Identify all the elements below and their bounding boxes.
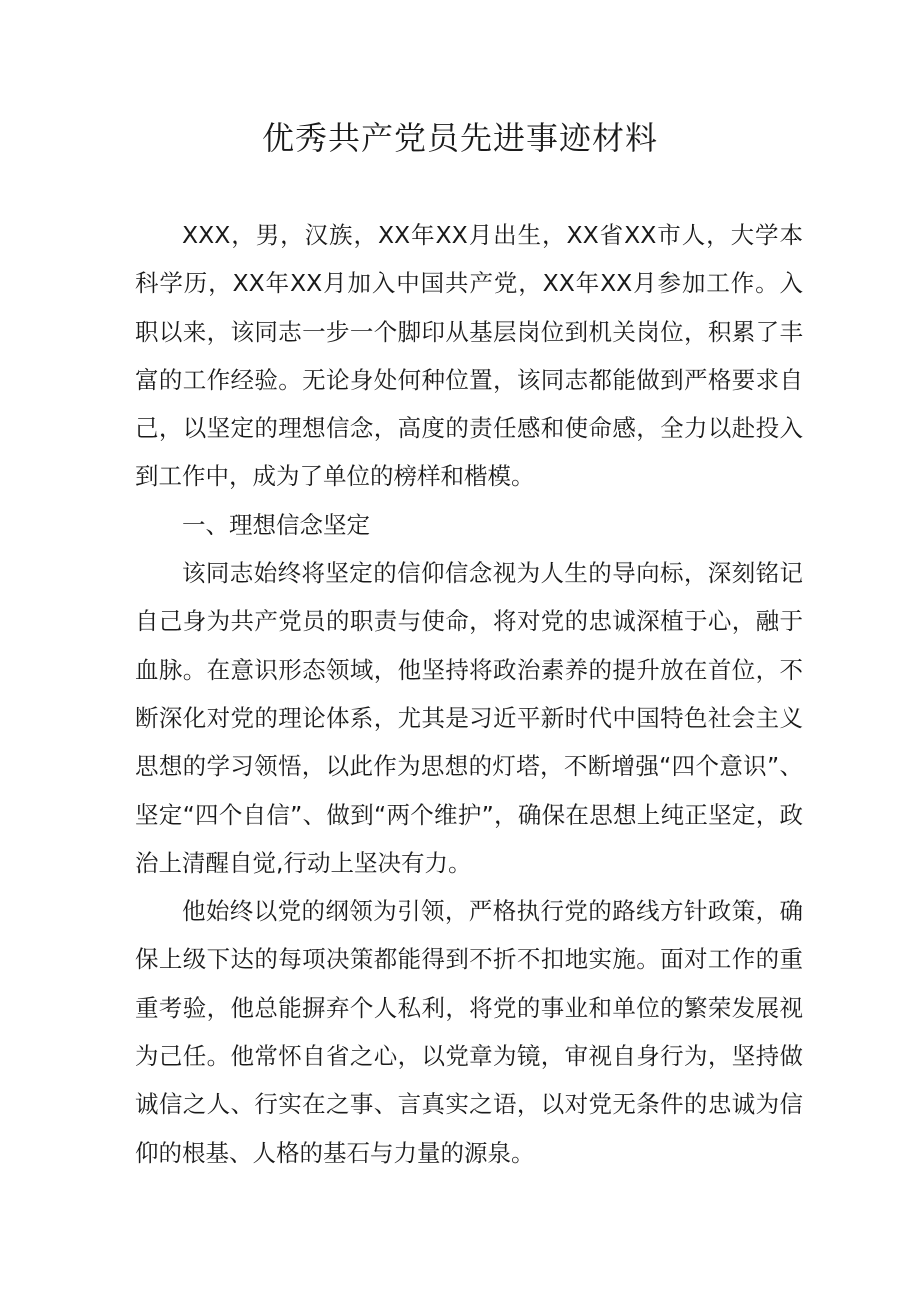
document-title: 优秀共产党员先进事迹材料 xyxy=(261,119,658,157)
section-heading: 一、理想信念坚定 xyxy=(182,510,370,539)
document-body xyxy=(135,211,803,1177)
intro-paragraph: XXX，男，汉族，XX年XX月出生，XX省XX市人，大学本科学历，XX年XX月加入中国共产党，XX年XX月参加工作。入职以来，该同志一步一个脚印从基层岗位到机关岗位，积累了丰富的工作经验。无论身处何种位置，该同志都能做到严格要求自己，以坚定的理想信念，高度的责任感和使命感，全力以赴投入到工作中，成为了单位的榜样和楷模。 xyxy=(135,221,803,491)
section-paragraph-2: 他始终以党的纲领为引领，严格执行党的路线方针政策，确保上级下达的每项决策都能得到不折不扣地实施。面对工作的重重考验，他总能摒弃个人私利，将党的事业和单位的繁荣发展视为己任。他常怀自省之心，以党章为镜，审视自身行为，坚持做诚信之人、行实在之事、言真实之语，以对党无条件的忠诚为信仰的根基、人格的基石与力量的源泉。 xyxy=(135,897,803,1167)
section-paragraph-1: 该同志始终将坚定的信仰信念视为人生的导向标，深刻铭记自己身为共产党员的职责与使命，将对党的忠诚深植于心，融于血脉。在意识形态领域，他坚持将政治素养的提升放在首位，不断深化对党的理论体系，尤其是习近平新时代中国特色社会主义思想的学习领悟，以此作为思想的灯塔，不断增强“四个意识”、坚定“四个自信”、做到“两个维护”，确保在思想上纯正坚定，政治上清醒自觉,行动上坚决有力。 xyxy=(135,559,803,877)
